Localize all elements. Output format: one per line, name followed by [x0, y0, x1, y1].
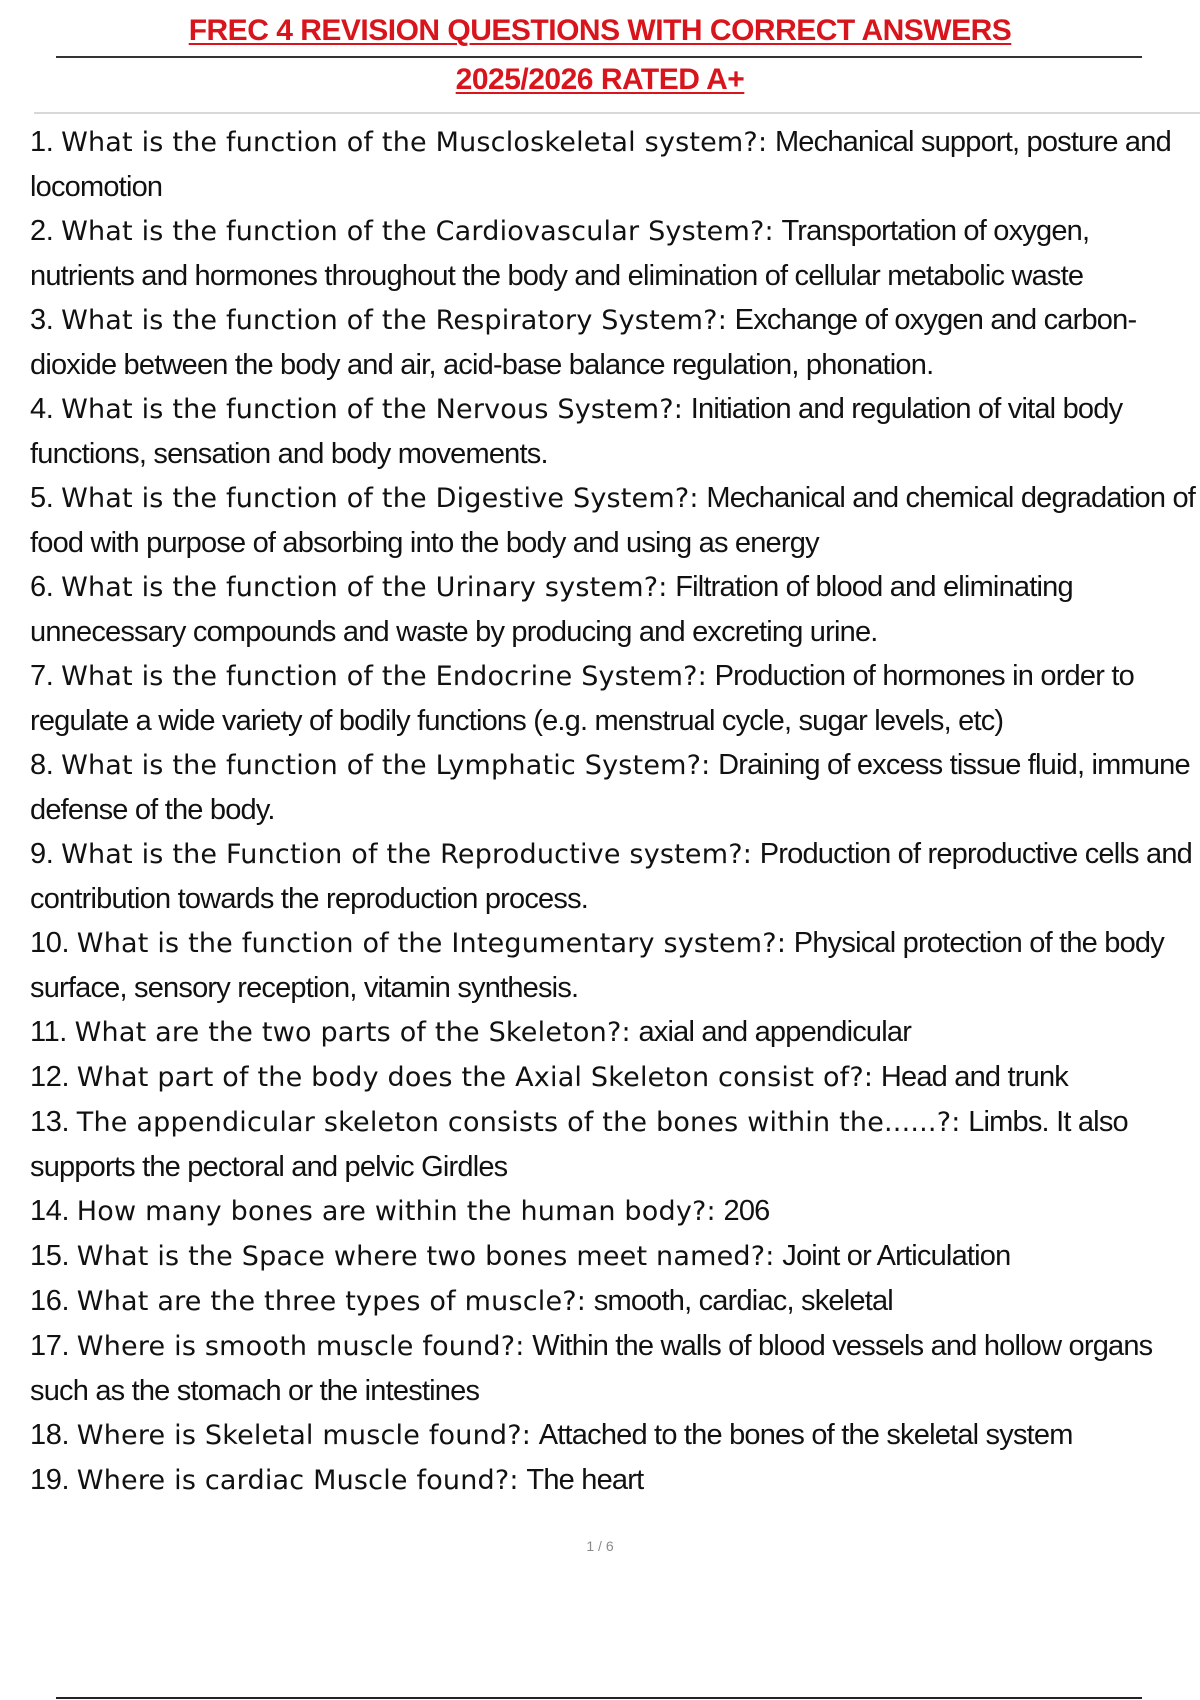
- answer-text: Mechanical support, posture and locomotion: [30, 126, 1171, 203]
- answer-text: Attached to the bones of the skeletal system: [538, 1419, 1073, 1451]
- question-number: 4.: [30, 393, 54, 425]
- question-item: [30, 476, 1200, 565]
- question-text: What is the Space where two bones meet named?:: [76, 1241, 775, 1272]
- answer-text: Mechanical and chemical degradation of food with purpose of absorbing into the body and using as energy: [30, 482, 1196, 559]
- title-divider: [56, 56, 1142, 58]
- question-text: Where is cardiac Muscle found?:: [76, 1465, 519, 1496]
- question-item: [30, 1324, 1200, 1413]
- question-text: What is the function of the Urinary system?:: [61, 572, 668, 603]
- question-number: 7.: [30, 660, 54, 692]
- question-item: [30, 1055, 1200, 1100]
- question-number: 5.: [30, 482, 54, 514]
- question-text: What is the function of the Lymphatic System?:: [61, 750, 711, 781]
- question-number: 13.: [30, 1106, 70, 1138]
- question-item: [30, 654, 1200, 743]
- question-number: 9.: [30, 838, 54, 870]
- answer-text: smooth, cardiac, skeletal: [593, 1285, 893, 1317]
- answer-text: axial and appendicular: [638, 1016, 912, 1048]
- question-text: How many bones are within the human body?:: [76, 1196, 716, 1227]
- answer-text: Production of hormones in order to regulate a wide variety of bodily functions (e.g. menstrual cycle, sugar levels, etc): [30, 660, 1134, 737]
- question-item: [30, 1458, 1200, 1503]
- question-item: [30, 1279, 1200, 1324]
- question-text: What is the function of the Cardiovascular System?:: [61, 216, 774, 247]
- question-number: 12.: [30, 1061, 70, 1093]
- question-item: [30, 743, 1200, 832]
- question-text: What is the function of the Digestive System?:: [61, 483, 699, 514]
- document-title: FREC 4 REVISION QUESTIONS WITH CORRECT ANSWERS: [188, 14, 1012, 47]
- question-number: 19.: [30, 1464, 70, 1496]
- question-number: 14.: [30, 1195, 70, 1227]
- question-item: [30, 1010, 1200, 1055]
- answer-text: Exchange of oxygen and carbon-dioxide between the body and air, acid-base balance regulation, phonation.: [30, 304, 1137, 381]
- question-number: 8.: [30, 749, 54, 781]
- question-number: 15.: [30, 1240, 70, 1272]
- question-number: 16.: [30, 1285, 70, 1317]
- question-text: Where is smooth muscle found?:: [76, 1331, 525, 1362]
- question-number: 3.: [30, 304, 54, 336]
- question-text: What is the function of the Respiratory System?:: [61, 305, 727, 336]
- question-item: [30, 832, 1200, 921]
- question-item: [30, 1100, 1200, 1189]
- question-number: 6.: [30, 571, 54, 603]
- answer-text: Initiation and regulation of vital body functions, sensation and body movements.: [30, 393, 1123, 470]
- question-item: [30, 1189, 1200, 1234]
- question-number: 1.: [30, 126, 54, 158]
- question-text: What is the function of the Nervous System?:: [61, 394, 684, 425]
- question-text: What part of the body does the Axial Skeleton consist of?:: [76, 1062, 874, 1093]
- document-subtitle: 2025/2026 RATED A+: [455, 63, 745, 96]
- answer-text: Filtration of blood and eliminating unnecessary compounds and waste by producing and excreting urine.: [30, 571, 1073, 648]
- question-text: The appendicular skeleton consists of the bones within the......?:: [76, 1107, 961, 1138]
- question-number: 17.: [30, 1330, 70, 1362]
- answer-text: Within the walls of blood vessels and hollow organs such as the stomach or the intestines: [30, 1330, 1153, 1407]
- question-text: Where is Skeletal muscle found?:: [76, 1420, 532, 1451]
- header-divider: [34, 112, 1200, 114]
- answer-text: Draining of excess tissue fluid, immune defense of the body.: [30, 749, 1190, 826]
- footer-divider: [56, 1697, 1142, 1699]
- answer-text: The heart: [526, 1464, 644, 1496]
- question-text: What is the function of the Muscloskeletal system?:: [61, 127, 768, 158]
- question-item: [30, 565, 1200, 654]
- question-text: What is the function of the Endocrine System?:: [61, 661, 707, 692]
- question-item: [30, 1234, 1200, 1279]
- answer-text: Limbs. It also supports the pectoral and pelvic Girdles: [30, 1106, 1128, 1183]
- question-item: [30, 921, 1200, 1010]
- question-number: 10.: [30, 927, 70, 959]
- answer-text: Physical protection of the body surface, sensory reception, vitamin synthesis.: [30, 927, 1164, 1004]
- question-item: [30, 298, 1200, 387]
- question-list: [30, 120, 1200, 1503]
- question-item: [30, 387, 1200, 476]
- question-item: [30, 1413, 1200, 1458]
- answer-text: Transportation of oxygen, nutrients and hormones throughout the body and elimination of cellular metabolic waste: [30, 215, 1090, 292]
- question-number: 11.: [30, 1016, 67, 1048]
- question-number: 18.: [30, 1419, 70, 1451]
- page-number: 1 / 6: [586, 1538, 614, 1554]
- question-item: [30, 209, 1200, 298]
- answer-text: Production of reproductive cells and contribution towards the reproduction process.: [30, 838, 1192, 915]
- question-text: What is the Function of the Reproductive system?:: [61, 839, 753, 870]
- question-text: What is the function of the Integumentary system?:: [76, 928, 787, 959]
- question-text: What are the two parts of the Skeleton?:: [74, 1017, 631, 1048]
- answer-text: Joint or Articulation: [782, 1240, 1011, 1272]
- question-text: What are the three types of muscle?:: [76, 1286, 587, 1317]
- question-item: [30, 120, 1200, 209]
- answer-text: 206: [723, 1195, 770, 1227]
- answer-text: Head and trunk: [880, 1061, 1068, 1093]
- question-number: 2.: [30, 215, 54, 247]
